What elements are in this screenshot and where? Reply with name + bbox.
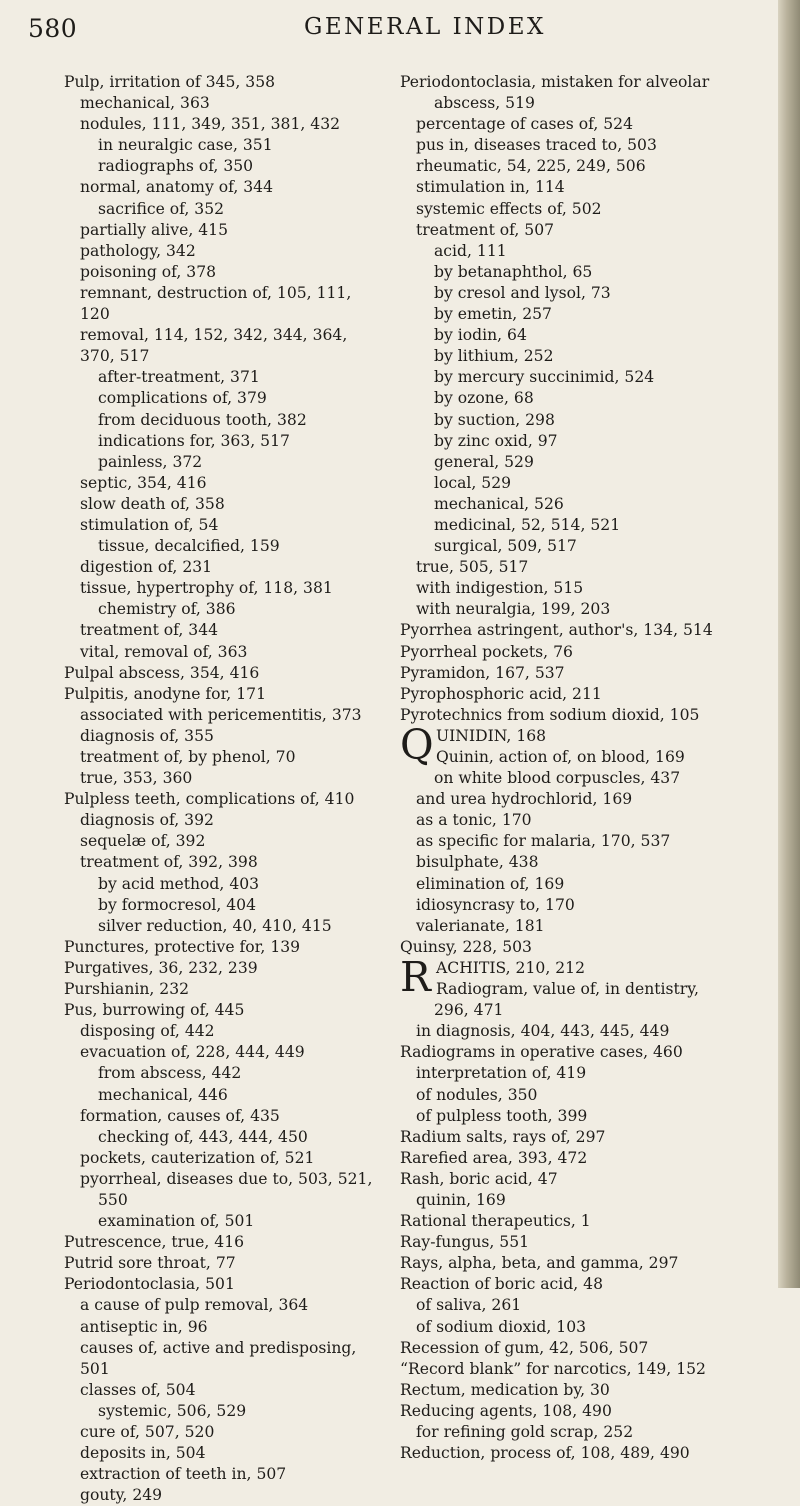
index-entry-text: bisulphate, 438 bbox=[416, 853, 539, 872]
index-entry-text: by ozone, 68 bbox=[434, 389, 534, 408]
index-entry-text: by acid method, 403 bbox=[98, 874, 260, 893]
index-entry bbox=[400, 768, 772, 789]
index-entry-text: pockets, cauterization of, 521 bbox=[80, 1148, 315, 1167]
index-entry bbox=[400, 1169, 772, 1190]
index-entry-text: formation, causes of, 435 bbox=[80, 1106, 280, 1125]
index-entry-text: Purgatives, 36, 232, 239 bbox=[64, 958, 258, 977]
index-entry bbox=[400, 156, 772, 177]
index-entry-text: as a tonic, 170 bbox=[416, 811, 532, 830]
index-entry-text: Reduction, process of, 108, 489, 490 bbox=[400, 1444, 690, 1463]
index-entry-text: acid, 111 bbox=[434, 241, 507, 260]
index-entry-text: true, 353, 360 bbox=[80, 769, 193, 788]
index-entry-text: of pulpless tooth, 399 bbox=[416, 1106, 588, 1125]
index-entry-text: Pulpless teeth, complications of, 410 bbox=[64, 790, 355, 809]
index-entry-text: digestion of, 231 bbox=[80, 558, 213, 577]
index-entry bbox=[64, 642, 382, 663]
index-entry-text: with neuralgia, 199, 203 bbox=[416, 600, 611, 619]
index-entry bbox=[400, 304, 772, 325]
index-entry-text: diagnosis of, 392 bbox=[80, 811, 214, 830]
index-entry-text: surgical, 509, 517 bbox=[434, 537, 577, 556]
index-entry bbox=[64, 72, 382, 93]
index-entry-text: pus in, diseases traced to, 503 bbox=[416, 136, 657, 155]
index-entry-text: by formocresol, 404 bbox=[98, 895, 257, 914]
index-entry-text: Reaction of boric acid, 48 bbox=[400, 1275, 604, 1294]
index-entry bbox=[400, 494, 772, 515]
index-entry bbox=[400, 135, 772, 156]
index-entry-text: remnant, destruction of, 105, 111, bbox=[80, 283, 352, 302]
index-entry bbox=[64, 1443, 382, 1464]
index-entry bbox=[64, 1085, 382, 1106]
index-column-left bbox=[64, 72, 382, 1506]
index-entry-text: antiseptic in, 96 bbox=[80, 1317, 208, 1336]
index-entry bbox=[400, 1148, 772, 1169]
index-entry bbox=[64, 452, 382, 473]
index-entry-text: general, 529 bbox=[434, 452, 534, 471]
index-entry bbox=[64, 515, 382, 536]
index-entry-text: sacrifice of, 352 bbox=[98, 199, 225, 218]
index-entry-text: tissue, hypertrophy of, 118, 381 bbox=[80, 579, 333, 598]
index-entry-text: Rational therapeutics, 1 bbox=[400, 1212, 591, 1231]
index-entry bbox=[64, 1232, 382, 1253]
index-entry bbox=[64, 367, 382, 388]
index-entry-text: on white blood corpuscles, 437 bbox=[434, 769, 681, 788]
index-entry bbox=[400, 1042, 772, 1063]
index-entry bbox=[400, 874, 772, 895]
index-entry bbox=[400, 1063, 772, 1084]
index-entry-text: Pyorrhea astringent, author's, 134, 514 bbox=[400, 621, 713, 640]
index-entry-text: mechanical, 446 bbox=[98, 1085, 228, 1104]
index-entry bbox=[400, 515, 772, 536]
index-entry bbox=[400, 1317, 772, 1338]
index-entry bbox=[64, 1338, 382, 1359]
index-entry-text: percentage of cases of, 524 bbox=[416, 115, 634, 134]
index-entry bbox=[64, 1380, 382, 1401]
index-entry-text: treatment of, 344 bbox=[80, 621, 219, 640]
index-entry bbox=[400, 473, 772, 494]
index-entry-text: treatment of, by phenol, 70 bbox=[80, 748, 296, 766]
index-entry-text: as specific for malaria, 170, 537 bbox=[416, 832, 671, 851]
index-entry-text: stimulation of, 54 bbox=[80, 515, 219, 534]
index-entry-text: pathology, 342 bbox=[80, 241, 196, 260]
index-entry bbox=[64, 726, 382, 747]
index-entry-text: chemistry of, 386 bbox=[98, 600, 236, 619]
index-entry-text: Pulpitis, anodyne for, 171 bbox=[64, 684, 266, 703]
index-entry-text: Putrid sore throat, 77 bbox=[64, 1254, 236, 1273]
index-entry-text: Quinsy, 228, 503 bbox=[400, 937, 532, 956]
index-entry-text: in neuralgic case, 351 bbox=[98, 136, 273, 155]
index-entry bbox=[400, 1295, 772, 1316]
index-entry bbox=[400, 241, 772, 262]
index-entry bbox=[64, 283, 382, 304]
index-entry bbox=[64, 768, 382, 789]
index-entry bbox=[64, 937, 382, 958]
index-entry bbox=[400, 431, 772, 452]
index-entry-text: abscess, 519 bbox=[434, 94, 535, 113]
index-entry-text: Radium salts, rays of, 297 bbox=[400, 1127, 606, 1146]
index-entry bbox=[400, 831, 772, 852]
index-entry bbox=[400, 1443, 772, 1464]
index-entry-text: Pulp, irritation of 345, 358 bbox=[64, 73, 276, 91]
index-entry-text: Pyrophosphoric acid, 211 bbox=[400, 684, 602, 703]
index-entry-text: by betanaphthol, 65 bbox=[434, 262, 593, 281]
index-entry bbox=[64, 557, 382, 578]
index-entry bbox=[64, 536, 382, 557]
index-entry-text: from abscess, 442 bbox=[98, 1064, 242, 1083]
index-entry-text: treatment of, 392, 398 bbox=[80, 853, 258, 872]
index-entry-text: Periodontoclasia, mistaken for alveolar bbox=[400, 73, 710, 91]
index-entry-text: by lithium, 252 bbox=[434, 347, 554, 366]
index-entry bbox=[400, 1085, 772, 1106]
index-entry-text: systemic effects of, 502 bbox=[416, 199, 602, 218]
index-entry-text: pyorrheal, diseases due to, 503, 521, bbox=[80, 1169, 373, 1188]
index-entry-text: Periodontoclasia, 501 bbox=[64, 1275, 235, 1294]
index-entry-text: by zinc oxid, 97 bbox=[434, 431, 558, 450]
index-entry-text: a cause of pulp removal, 364 bbox=[80, 1296, 309, 1315]
index-entry bbox=[400, 1232, 772, 1253]
index-entry bbox=[64, 1063, 382, 1084]
page-gutter-shadow bbox=[778, 0, 800, 1288]
index-entry bbox=[64, 747, 382, 768]
index-entry bbox=[400, 367, 772, 388]
index-entry bbox=[64, 177, 382, 198]
index-entry bbox=[64, 1295, 382, 1316]
index-entry-text: with indigestion, 515 bbox=[416, 579, 584, 598]
index-entry-text: by emetin, 257 bbox=[434, 305, 552, 324]
index-entry-text: of sodium dioxid, 103 bbox=[416, 1317, 587, 1336]
index-entry-continuation bbox=[64, 346, 382, 367]
index-entry-continuation bbox=[400, 1000, 772, 1021]
index-entry-text: Rectum, medication by, 30 bbox=[400, 1380, 610, 1399]
index-entry bbox=[400, 937, 772, 958]
index-entry bbox=[400, 1127, 772, 1148]
index-entry bbox=[400, 1359, 772, 1380]
index-entry-text: 501 bbox=[80, 1359, 110, 1378]
index-entry-text: diagnosis of, 355 bbox=[80, 726, 214, 745]
index-entry-text: Rash, boric acid, 47 bbox=[400, 1169, 558, 1188]
index-entry-text: Reducing agents, 108, 490 bbox=[400, 1401, 612, 1420]
index-entry-text: Radiograms in operative cases, 460 bbox=[400, 1043, 683, 1062]
index-entry bbox=[64, 705, 382, 726]
index-entry-text: by mercury succinimid, 524 bbox=[434, 368, 655, 387]
index-entry bbox=[64, 1148, 382, 1169]
index-entry bbox=[400, 114, 772, 135]
index-entry bbox=[400, 1211, 772, 1232]
index-entry-text: removal, 114, 152, 342, 344, 364, bbox=[80, 326, 348, 345]
index-entry-continuation bbox=[400, 93, 772, 114]
index-entry bbox=[400, 620, 772, 641]
index-entry-text: 370, 517 bbox=[80, 347, 150, 366]
index-entry bbox=[64, 199, 382, 220]
index-entry bbox=[64, 1042, 382, 1063]
index-entry-text: deposits in, 504 bbox=[80, 1444, 206, 1463]
index-entry-text: Rarefied area, 393, 472 bbox=[400, 1148, 588, 1167]
index-entry-text: 120 bbox=[80, 305, 110, 324]
index-entry-text: silver reduction, 40, 410, 415 bbox=[98, 916, 332, 935]
index-entry-text: for refining gold scrap, 252 bbox=[416, 1423, 634, 1441]
index-entry-text: septic, 354, 416 bbox=[80, 473, 207, 492]
index-entry-text: slow death of, 358 bbox=[80, 494, 225, 513]
index-entry-text: true, 505, 517 bbox=[416, 558, 529, 577]
index-entry-text: causes of, active and predisposing, bbox=[80, 1338, 357, 1357]
index-entry bbox=[64, 684, 382, 705]
index-entry bbox=[64, 831, 382, 852]
index-entry bbox=[400, 1190, 772, 1211]
index-entry bbox=[400, 1338, 772, 1359]
index-entry bbox=[64, 241, 382, 262]
index-entry bbox=[64, 114, 382, 135]
index-entry bbox=[64, 958, 382, 979]
index-entry-text: 550 bbox=[98, 1190, 128, 1209]
index-entry-text: examination of, 501 bbox=[98, 1212, 255, 1231]
index-entry bbox=[64, 431, 382, 452]
index-entry-text: poisoning of, 378 bbox=[80, 262, 217, 281]
index-entry-text: Pus, burrowing of, 445 bbox=[64, 1001, 245, 1020]
running-head: GENERAL INDEX bbox=[304, 14, 546, 40]
index-entry bbox=[400, 1380, 772, 1401]
index-entry-text: nodules, 111, 349, 351, 381, 432 bbox=[80, 115, 341, 134]
index-entry bbox=[400, 220, 772, 241]
index-entry bbox=[400, 1274, 772, 1295]
index-entry-text: vital, removal of, 363 bbox=[80, 642, 248, 661]
index-entry bbox=[400, 557, 772, 578]
index-entry-text: classes of, 504 bbox=[80, 1380, 196, 1399]
index-entry bbox=[64, 916, 382, 937]
index-entry bbox=[400, 1106, 772, 1127]
index-entry bbox=[400, 388, 772, 409]
index-entry bbox=[400, 979, 772, 1000]
index-entry-text: idiosyncrasy to, 170 bbox=[416, 895, 575, 914]
index-entry bbox=[64, 473, 382, 494]
index-entry-text: local, 529 bbox=[434, 473, 512, 492]
index-entry-text: quinin, 169 bbox=[416, 1190, 506, 1209]
index-entry bbox=[64, 1401, 382, 1422]
index-entry-text: radiographs of, 350 bbox=[98, 157, 254, 176]
index-entry-text: of nodules, 350 bbox=[416, 1085, 538, 1104]
index-entry-text: mechanical, 363 bbox=[80, 94, 210, 113]
index-entry bbox=[400, 852, 772, 873]
index-entry bbox=[400, 810, 772, 831]
index-entry bbox=[400, 916, 772, 937]
index-entry-text: gouty, 249 bbox=[80, 1486, 163, 1505]
index-entry-text: of saliva, 261 bbox=[416, 1296, 522, 1315]
index-entry-text: Ray-fungus, 551 bbox=[400, 1233, 530, 1252]
index-entry bbox=[400, 1021, 772, 1042]
index-entry bbox=[400, 199, 772, 220]
index-entry-text: complications of, 379 bbox=[98, 389, 267, 408]
index-entry bbox=[64, 93, 382, 114]
index-entry-text: UINIDIN, 168 bbox=[436, 726, 547, 745]
index-entry bbox=[64, 1253, 382, 1274]
index-entry bbox=[400, 789, 772, 810]
index-entry-text: cure of, 507, 520 bbox=[80, 1423, 215, 1441]
index-entry-continuation bbox=[64, 1190, 382, 1211]
index-entry bbox=[400, 747, 772, 768]
index-entry bbox=[400, 705, 772, 726]
index-entry-text: elimination of, 169 bbox=[416, 874, 565, 893]
index-entry-text: 296, 471 bbox=[434, 1001, 504, 1020]
index-entry bbox=[64, 1106, 382, 1127]
index-entry bbox=[64, 388, 382, 409]
index-entry-text: Punctures, protective for, 139 bbox=[64, 937, 301, 956]
index-entry bbox=[64, 852, 382, 873]
index-entry bbox=[64, 979, 382, 1000]
index-entry bbox=[64, 1211, 382, 1232]
index-entry-text: partially alive, 415 bbox=[80, 220, 229, 239]
index-entry bbox=[64, 620, 382, 641]
index-entry-text: Purshianin, 232 bbox=[64, 980, 190, 999]
index-entry-text: checking of, 443, 444, 450 bbox=[98, 1127, 308, 1146]
index-entry bbox=[64, 1021, 382, 1042]
index-entry bbox=[64, 1274, 382, 1295]
index-entry-text: from deciduous tooth, 382 bbox=[98, 410, 307, 429]
index-entry-text: “Record blank” for narcotics, 149, 152 bbox=[400, 1359, 706, 1378]
index-entry-text: Quinin, action of, on blood, 169 bbox=[436, 748, 685, 766]
index-entry-text: interpretation of, 419 bbox=[416, 1064, 587, 1083]
index-entry-text: disposing of, 442 bbox=[80, 1022, 215, 1041]
index-entry-text: by suction, 298 bbox=[434, 410, 555, 429]
index-entry-text: Pyorrheal pockets, 76 bbox=[400, 642, 573, 661]
index-entry-text: treatment of, 507 bbox=[416, 220, 555, 239]
index-entry-text: and urea hydrochlorid, 169 bbox=[416, 790, 633, 809]
index-entry-text: Recession of gum, 42, 506, 507 bbox=[400, 1338, 649, 1357]
index-entry-text: ACHITIS, 210, 212 bbox=[436, 958, 585, 977]
index-entry bbox=[64, 1464, 382, 1485]
index-entry-text: rheumatic, 54, 225, 249, 506 bbox=[416, 157, 646, 176]
index-entry-text: stimulation in, 114 bbox=[416, 178, 565, 197]
index-entry bbox=[400, 452, 772, 473]
index-entry-text: Radiogram, value of, in dentistry, bbox=[436, 980, 699, 999]
index-entry bbox=[64, 1317, 382, 1338]
index-entry-continuation bbox=[64, 1359, 382, 1380]
section-initial-letter: Q bbox=[400, 720, 434, 769]
index-entry-text: after-treatment, 371 bbox=[98, 368, 260, 387]
index-entry-text: by cresol and lysol, 73 bbox=[434, 283, 611, 302]
index-entry bbox=[400, 1253, 772, 1274]
index-entry bbox=[400, 262, 772, 283]
index-entry bbox=[64, 599, 382, 620]
index-entry bbox=[400, 642, 772, 663]
index-entry-text: extraction of teeth in, 507 bbox=[80, 1465, 287, 1484]
index-entry bbox=[400, 663, 772, 684]
index-entry-text: evacuation of, 228, 444, 449 bbox=[80, 1043, 305, 1062]
index-entry bbox=[400, 684, 772, 705]
index-entry-text: tissue, decalcified, 159 bbox=[98, 537, 280, 556]
index-entry-text: valerianate, 181 bbox=[416, 916, 545, 935]
index-entry-text: Pyramidon, 167, 537 bbox=[400, 663, 565, 682]
index-entry-text: medicinal, 52, 514, 521 bbox=[434, 515, 621, 534]
index-entry bbox=[400, 578, 772, 599]
index-entry bbox=[64, 789, 382, 810]
index-entry bbox=[64, 494, 382, 515]
index-entry-text: mechanical, 526 bbox=[434, 494, 564, 513]
index-entry bbox=[64, 1169, 382, 1190]
index-entry-text: Putrescence, true, 416 bbox=[64, 1233, 245, 1252]
index-entry bbox=[64, 1127, 382, 1148]
index-entry bbox=[64, 874, 382, 895]
index-entry bbox=[400, 325, 772, 346]
index-entry-text: Pulpal abscess, 354, 416 bbox=[64, 663, 260, 682]
index-entry bbox=[64, 810, 382, 831]
index-entry-text: sequelæ of, 392 bbox=[80, 832, 206, 851]
section-initial-letter: R bbox=[400, 952, 431, 1001]
index-entry-text: by iodin, 64 bbox=[434, 326, 527, 345]
index-entry-text: systemic, 506, 529 bbox=[98, 1401, 247, 1420]
index-entry bbox=[64, 262, 382, 283]
index-entry bbox=[400, 1401, 772, 1422]
index-entry bbox=[400, 599, 772, 620]
index-entry bbox=[64, 895, 382, 916]
index-entry-text: painless, 372 bbox=[98, 452, 203, 471]
index-entry bbox=[400, 410, 772, 431]
index-entry-continuation bbox=[64, 304, 382, 325]
index-entry bbox=[64, 1485, 382, 1506]
index-entry bbox=[64, 220, 382, 241]
index-entry bbox=[400, 1422, 772, 1443]
index-entry bbox=[400, 895, 772, 916]
index-entry bbox=[400, 177, 772, 198]
index-entry-text: normal, anatomy of, 344 bbox=[80, 178, 273, 197]
index-entry bbox=[400, 72, 772, 93]
index-entry-text: Rays, alpha, beta, and gamma, 297 bbox=[400, 1254, 679, 1273]
index-entry-text: indications for, 363, 517 bbox=[98, 431, 290, 450]
index-entry bbox=[64, 156, 382, 177]
index-entry bbox=[64, 578, 382, 599]
index-entry bbox=[64, 663, 382, 684]
index-entry bbox=[400, 283, 772, 304]
index-entry bbox=[400, 536, 772, 557]
index-column-right bbox=[400, 72, 772, 1464]
index-entry bbox=[64, 325, 382, 346]
index-entry bbox=[64, 1422, 382, 1443]
index-entry-text: in diagnosis, 404, 443, 445, 449 bbox=[416, 1022, 670, 1041]
index-entry bbox=[400, 346, 772, 367]
index-entry bbox=[64, 1000, 382, 1021]
index-entry bbox=[64, 135, 382, 156]
index-entry-text: associated with pericementitis, 373 bbox=[80, 705, 362, 724]
page-number: 580 bbox=[28, 14, 78, 43]
index-entry-text: Pyrotechnics from sodium dioxid, 105 bbox=[400, 705, 700, 724]
index-entry bbox=[64, 410, 382, 431]
